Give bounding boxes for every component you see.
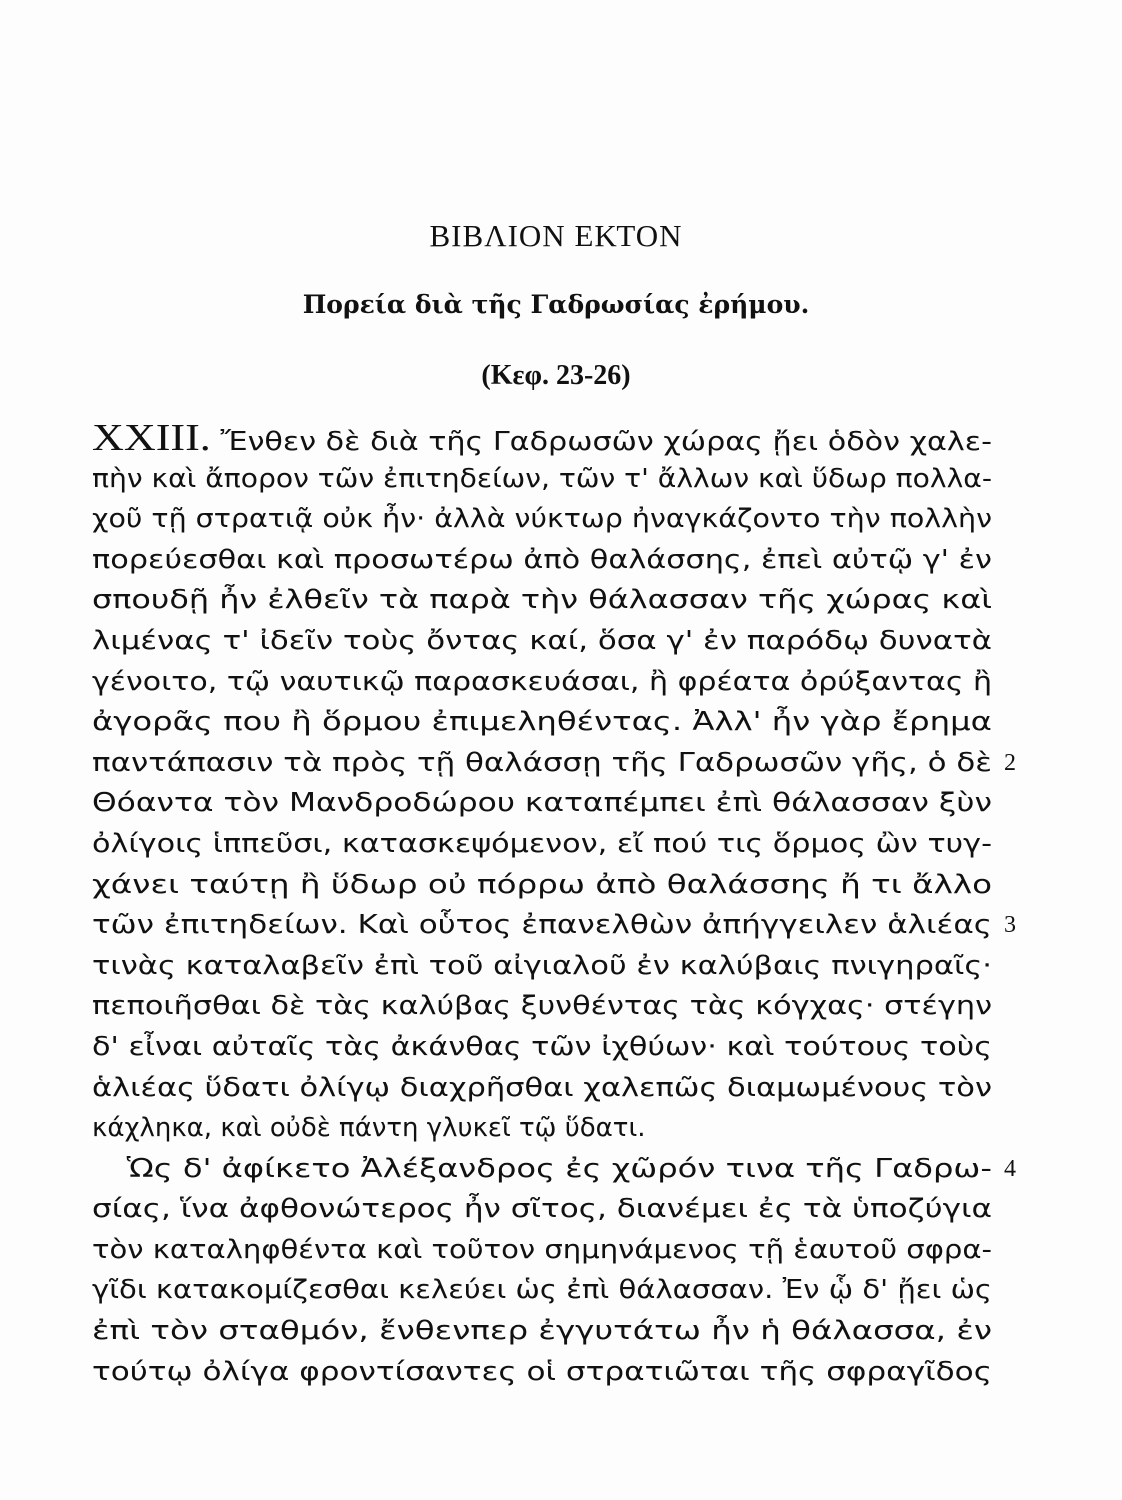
line-text: γῖδι κατακομίζεσθαι κελεύει ὡς ἐπὶ θάλασσαν. Ἐν ᾧ δ' ᾔει ὡς	[92, 1275, 992, 1306]
text-line	[92, 783, 992, 824]
text-line	[92, 580, 992, 621]
line-text: ἐπὶ τὸν σταθμόν, ἔνθενπερ ἐγγυτάτω ἦν ἡ θάλασσα, ἐν	[92, 1316, 993, 1347]
line-text: σπουδῇ ἦν ἐλθεῖν τὰ παρὰ τὴν θάλασσαν τῆς χώρας καὶ	[92, 585, 993, 616]
line-text: τινὰς καταλαβεῖν ἐπὶ τοῦ αἰγιαλοῦ ἐν καλύβαις πνιγηραῖς·	[92, 950, 992, 981]
line-text: τούτῳ ὀλίγα φροντίσαντες οἱ στρατιῶται τῆς σφραγῖδος	[92, 1356, 992, 1387]
text-line	[92, 499, 992, 540]
text-line	[92, 865, 992, 906]
text-line	[92, 986, 992, 1027]
line-text: χοῦ τῇ στρατιᾷ οὐκ ἦν· ἀλλὰ νύκτωρ ἠναγκάζοντο τὴν πολλὴν	[92, 504, 992, 535]
text-line	[92, 1027, 992, 1068]
text-line	[92, 1230, 992, 1271]
line-text: Ἔνθεν δὲ διὰ τῆς Γαδρωσῶν χώρας ᾔει ὁδὸν χαλε-	[220, 427, 993, 457]
line-text: δ' εἶναι αὐταῖς τὰς ἀκάνθας τῶν ἰχθύων· καὶ τούτους τοὺς	[92, 1031, 993, 1062]
line-text: ἀγορᾶς που ἢ ὅρμου ἐπιμεληθέντας. Ἀλλ' ἦν γὰρ ἔρημα	[92, 707, 992, 738]
line-text: Ὡς δ' ἀφίκετο Ἀλέξανδρος ἐς χῶρόν τινα τῆς Γαδρω-	[126, 1153, 992, 1184]
line-text: ἁλιέας ὕδατι ὀλίγῳ διαχρῆσθαι χαλεπῶς διαμωμένους τὸν	[92, 1072, 992, 1103]
text-line	[92, 1189, 992, 1230]
margin-section-number: 4	[1004, 1155, 1016, 1182]
text-line	[92, 905, 1016, 946]
text-line	[92, 418, 992, 459]
line-text: πὴν καὶ ἄπορον τῶν ἐπιτηδείων, τῶν τ' ἄλλων καὶ ὕδωρ πολλα-	[92, 463, 992, 494]
line-text: χάνει ταύτῃ ἢ ὕδωρ οὐ πόρρω ἀπὸ θαλάσσης ἤ τι ἄλλο	[92, 869, 993, 900]
text-line	[92, 459, 992, 500]
text-line	[92, 946, 992, 987]
text-line	[92, 662, 992, 703]
line-text: τῶν ἐπιτηδείων. Καὶ οὗτος ἐπανελθὼν ἀπήγγειλεν ἁλιέας	[92, 910, 993, 941]
line-text: λιμένας τ' ἰδεῖν τοὺς ὄντας καί, ὅσα γ' ἐν παρόδῳ δυνατὰ	[92, 625, 993, 656]
margin-section-number: 3	[1004, 912, 1016, 939]
line-text: κάχληκα, καὶ οὐδὲ πάντη γλυκεῖ τῷ ὕδατι.	[92, 1113, 646, 1144]
line-text: πεποιῆσθαι δὲ τὰς καλύβας ξυνθέντας τὰς κόγχας· στέγην	[92, 991, 993, 1022]
text-line	[92, 1149, 1016, 1190]
line-text: παντάπασιν τὰ πρὸς τῇ θαλάσσῃ τῆς Γαδρωσῶν γῆς, ὁ δὲ	[92, 747, 993, 778]
text-line	[92, 702, 992, 743]
chapter-range: (Κεφ. 23-26)	[481, 360, 631, 391]
line-text: πορεύεσθαι καὶ προσωτέρω ἀπὸ θαλάσσης, ἐπεὶ αὐτῷ γ' ἐν	[92, 544, 992, 575]
text-line	[92, 1108, 992, 1149]
text-block	[92, 417, 1016, 1392]
margin-section-number: 2	[1004, 749, 1016, 776]
text-line	[92, 1068, 992, 1109]
line-text: σίας, ἵνα ἀφθονώτερος ἦν σῖτος, διανέμει ἐς τὰ ὑποζύγια	[92, 1194, 993, 1225]
book-title: ΒΙΒΛΙΟΝ ΕΚΤΟΝ	[429, 218, 683, 253]
text-line	[92, 1270, 992, 1311]
section-heading: Πορεία διὰ τῆς Γαδρωσίας ἐρήμου.	[302, 290, 810, 319]
line-text: Θόαντα τὸν Μανδροδώρου καταπέμπει ἐπὶ θάλασσαν ξὺν	[92, 788, 993, 819]
line-text: ὀλίγοις ἱππεῦσι, κατασκεψόμενον, εἴ πού τις ὅρμος ὢν τυγ-	[92, 828, 993, 859]
text-line	[92, 540, 992, 581]
text-line	[92, 824, 992, 865]
line-text: τὸν καταληφθέντα καὶ τοῦτον σημηνάμενος τῇ ἑαυτοῦ σφρα-	[92, 1234, 992, 1265]
text-line	[92, 1352, 992, 1393]
line-text: γένοιτο, τῷ ναυτικῷ παρασκευάσαι, ἢ φρέατα ὀρύξαντας ἢ	[92, 666, 993, 697]
chapter-number: XXIII.	[92, 417, 211, 459]
text-line	[92, 621, 992, 662]
text-line	[92, 743, 1016, 784]
text-line	[92, 1311, 992, 1352]
